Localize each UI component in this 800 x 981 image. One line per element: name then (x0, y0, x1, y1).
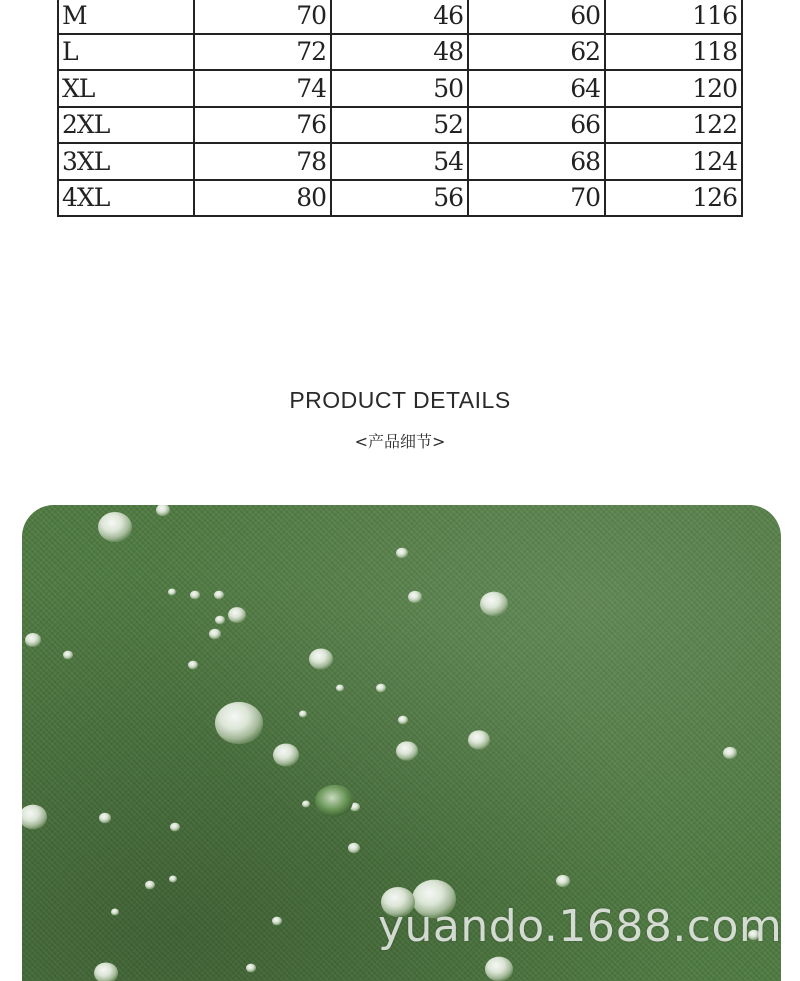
water-droplet (273, 744, 299, 767)
measurement-cell: 66 (468, 107, 605, 144)
water-droplet (156, 505, 170, 516)
water-droplet (348, 843, 360, 854)
measurement-cell: 116 (605, 0, 742, 34)
water-droplet (111, 908, 119, 915)
water-droplet (169, 875, 177, 882)
water-droplet (94, 962, 118, 981)
water-droplet (315, 785, 353, 817)
size-cell: XL (58, 70, 194, 107)
measurement-cell: 76 (194, 107, 331, 144)
water-droplet (168, 588, 176, 595)
water-droplet (480, 592, 508, 617)
water-droplet (309, 648, 333, 669)
water-droplet (215, 616, 225, 625)
water-droplet (485, 957, 513, 981)
measurement-cell: 54 (331, 143, 468, 180)
table-row (58, 34, 742, 71)
water-droplet (468, 730, 490, 749)
measurement-cell: 48 (331, 34, 468, 71)
section-subtitle: <产品细节> (354, 432, 446, 451)
measurement-cell: 122 (605, 107, 742, 144)
watermark-text: yuando.1688.com (378, 901, 783, 952)
measurement-cell: 64 (468, 70, 605, 107)
size-cell: 2XL (58, 107, 194, 144)
table-row (58, 107, 742, 144)
water-droplet (396, 741, 418, 760)
table-row (58, 143, 742, 180)
size-cell: 4XL (58, 180, 194, 217)
measurement-cell: 46 (331, 0, 468, 34)
measurement-cell: 52 (331, 107, 468, 144)
table-row (58, 180, 742, 217)
measurement-cell: 56 (331, 180, 468, 217)
size-cell: M (58, 0, 194, 34)
water-droplet (25, 633, 41, 647)
table-row (58, 0, 742, 34)
section-title: PRODUCT DETAILS (289, 387, 511, 413)
water-droplet (145, 881, 155, 890)
measurement-cell: 118 (605, 34, 742, 71)
measurement-cell: 68 (468, 143, 605, 180)
water-droplet (299, 710, 307, 717)
water-droplet (228, 607, 246, 623)
water-droplet (398, 716, 408, 725)
water-droplet (190, 591, 200, 600)
water-droplet (302, 800, 310, 807)
water-droplet (246, 964, 256, 973)
water-droplet (336, 684, 344, 691)
size-chart-body (58, 0, 742, 216)
size-cell: L (58, 34, 194, 71)
table-row (58, 70, 742, 107)
water-droplet (376, 684, 386, 693)
water-droplet (556, 875, 570, 887)
measurement-cell: 78 (194, 143, 331, 180)
measurement-cell: 70 (194, 0, 331, 34)
measurement-cell: 74 (194, 70, 331, 107)
water-droplet (215, 702, 263, 744)
water-droplet (98, 512, 132, 542)
measurement-cell: 124 (605, 143, 742, 180)
water-droplet (170, 823, 180, 832)
water-droplet (396, 548, 408, 559)
water-droplet (209, 629, 221, 640)
water-droplet (214, 591, 224, 600)
measurement-cell: 70 (468, 180, 605, 217)
water-droplet (188, 661, 198, 670)
measurement-cell: 72 (194, 34, 331, 71)
measurement-cell: 50 (331, 70, 468, 107)
measurement-cell: 62 (468, 34, 605, 71)
water-droplet (22, 805, 47, 830)
water-droplet (408, 591, 422, 603)
water-droplet (63, 651, 73, 660)
water-droplet (272, 917, 282, 926)
size-cell: 3XL (58, 143, 194, 180)
measurement-cell: 80 (194, 180, 331, 217)
measurement-cell: 120 (605, 70, 742, 107)
measurement-cell: 60 (468, 0, 605, 34)
size-chart-table (57, 0, 743, 217)
water-droplet (99, 813, 111, 824)
water-droplet (723, 747, 737, 759)
measurement-cell: 126 (605, 180, 742, 217)
